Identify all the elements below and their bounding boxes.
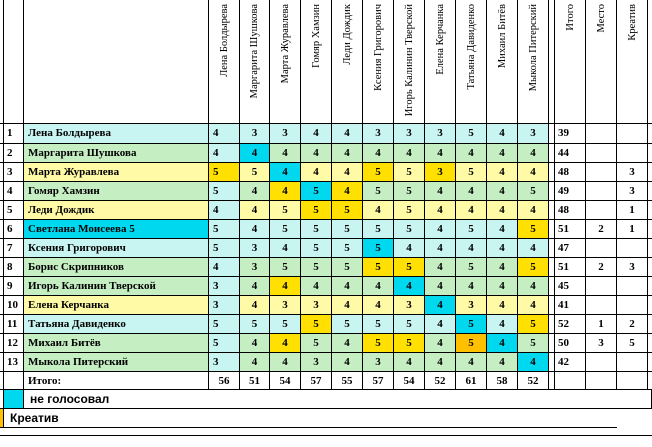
total-by-judge: 58 (487, 372, 518, 390)
score-cell[interactable]: 4 (332, 182, 363, 201)
participant-name: Ксения Григорович (24, 239, 209, 258)
score-cell[interactable]: 4 (240, 353, 270, 372)
score-cell[interactable]: 5 (394, 258, 425, 277)
creative-cell[interactable]: 1 (617, 201, 648, 220)
score-cell[interactable]: 5 (209, 182, 240, 201)
score-cell[interactable]: 5 (240, 315, 270, 334)
score-cell[interactable]: 5 (332, 315, 363, 334)
score-cell[interactable]: 4 (270, 144, 301, 163)
gutter-right (648, 353, 652, 372)
score-cell[interactable]: 5 (270, 258, 301, 277)
gutter-right (648, 296, 652, 315)
score-cell[interactable]: 4 (270, 182, 301, 201)
score-cell[interactable]: 4 (456, 201, 487, 220)
score-cell[interactable]: 4 (487, 220, 518, 239)
score-cell[interactable]: 5 (394, 163, 425, 182)
score-cell[interactable]: 5 (394, 182, 425, 201)
score-cell[interactable]: 5 (270, 201, 301, 220)
creative-cell[interactable] (617, 144, 648, 163)
participant-name: Игорь Калинин Тверской (24, 277, 209, 296)
participant-name: Леди Дождик (24, 201, 209, 220)
score-cell[interactable]: 5 (456, 220, 487, 239)
extra-header-2-label: Креатив (626, 4, 638, 41)
judge-header-0[interactable] (209, 0, 240, 124)
score-cell[interactable]: 4 (270, 163, 301, 182)
creative-cell[interactable] (617, 353, 648, 372)
score-cell[interactable]: 3 (301, 353, 332, 372)
place-cell[interactable] (586, 296, 617, 315)
score-cell[interactable]: 4 (487, 353, 518, 372)
score-cell[interactable]: 4 (487, 163, 518, 182)
gutter-left (648, 390, 652, 409)
creative-cell[interactable]: 3 (617, 258, 648, 277)
row-number: 6 (4, 220, 24, 239)
legend-label-1: Креатив (4, 409, 617, 428)
participant-name: Мыкола Питерский (24, 353, 209, 372)
score-cell[interactable]: 4 (487, 334, 518, 353)
score-cell[interactable]: 4 (487, 201, 518, 220)
score-cell[interactable]: 4 (363, 201, 394, 220)
creative-cell[interactable]: 3 (617, 163, 648, 182)
score-cell[interactable]: 5 (270, 315, 301, 334)
total-by-judge: 54 (270, 372, 301, 390)
score-cell[interactable]: 4 (332, 334, 363, 353)
total-cell[interactable]: 48 (555, 201, 586, 220)
total-cell[interactable]: 50 (555, 334, 586, 353)
score-cell[interactable]: 5 (363, 239, 394, 258)
creative-cell[interactable] (617, 296, 648, 315)
score-cell[interactable]: 4 (332, 353, 363, 372)
score-cell[interactable]: 4 (209, 258, 240, 277)
participant-name: Елена Керчанка (24, 296, 209, 315)
place-cell[interactable] (586, 163, 617, 182)
score-cell[interactable]: 4 (456, 239, 487, 258)
score-cell[interactable]: 5 (456, 258, 487, 277)
judge-header-6-label: Игорь Калинин Тверской (403, 4, 415, 117)
judge-header-7-label: Елена Керчанка (434, 4, 446, 75)
score-cell[interactable]: 5 (394, 334, 425, 353)
place-cell[interactable]: 2 (586, 220, 617, 239)
score-cell[interactable]: 4 (425, 182, 456, 201)
extra-header-0[interactable] (555, 0, 586, 124)
score-cell[interactable]: 4 (240, 296, 270, 315)
gutter-right (648, 0, 652, 124)
row-number: 11 (4, 315, 24, 334)
score-cell[interactable]: 5 (456, 124, 487, 144)
place-cell[interactable] (586, 277, 617, 296)
total-by-judge: 57 (301, 372, 332, 390)
score-cell[interactable]: 4 (487, 258, 518, 277)
score-cell[interactable]: 5 (394, 220, 425, 239)
score-cell[interactable]: 5 (209, 315, 240, 334)
participant-name: Михаил Битёв (24, 334, 209, 353)
score-cell[interactable]: 4 (270, 277, 301, 296)
total-by-judge: 52 (425, 372, 456, 390)
score-cell[interactable]: 4 (456, 277, 487, 296)
total-cell[interactable]: 42 (555, 353, 586, 372)
score-cell[interactable]: 3 (363, 124, 394, 144)
gutter-right (648, 239, 652, 258)
score-cell[interactable]: 4 (332, 296, 363, 315)
score-cell[interactable]: 4 (240, 182, 270, 201)
score-cell[interactable]: 4 (240, 220, 270, 239)
score-cell[interactable]: 5 (332, 258, 363, 277)
score-cell[interactable]: 4 (363, 144, 394, 163)
score-cell[interactable]: 5 (301, 334, 332, 353)
row-number: 1 (4, 124, 24, 144)
score-cell[interactable]: 5 (209, 334, 240, 353)
total-cell[interactable]: 44 (555, 144, 586, 163)
row-number: 3 (4, 163, 24, 182)
score-cell[interactable]: 4 (209, 124, 240, 144)
score-cell[interactable]: 4 (425, 201, 456, 220)
row-number: 8 (4, 258, 24, 277)
score-cell[interactable]: 4 (518, 144, 549, 163)
gutter-right (648, 334, 652, 353)
score-cell[interactable]: 4 (487, 315, 518, 334)
score-cell[interactable]: 4 (425, 334, 456, 353)
creative-cell[interactable] (617, 277, 648, 296)
row-number: 7 (4, 239, 24, 258)
score-cell[interactable]: 5 (518, 334, 549, 353)
score-cell[interactable]: 4 (363, 296, 394, 315)
blank (555, 372, 586, 390)
participant-name: Светлана Моисеева 5 (24, 220, 209, 239)
score-cell[interactable]: 5 (301, 220, 332, 239)
judge-header-5[interactable] (363, 0, 394, 124)
score-cell[interactable]: 3 (301, 296, 332, 315)
score-cell[interactable]: 4 (518, 163, 549, 182)
blank (617, 372, 648, 390)
score-cell[interactable]: 4 (518, 296, 549, 315)
judge-header-4-label: Леди Дождик (341, 4, 353, 65)
row-number: 13 (4, 353, 24, 372)
total-cell[interactable]: 51 (555, 220, 586, 239)
extra-header-1-label: Место (595, 4, 607, 33)
gutter-right (648, 258, 652, 277)
creative-cell[interactable]: 3 (617, 182, 648, 201)
extra-header-0-label: Итого (564, 4, 576, 31)
total-by-judge: 57 (363, 372, 394, 390)
score-cell[interactable]: 5 (301, 182, 332, 201)
score-cell[interactable]: 5 (363, 258, 394, 277)
place-cell[interactable] (586, 353, 617, 372)
gutter-right (648, 144, 652, 163)
score-cell[interactable]: 5 (332, 239, 363, 258)
judge-header-6[interactable] (394, 0, 425, 124)
score-cell[interactable]: 4 (394, 144, 425, 163)
score-cell[interactable]: 4 (332, 277, 363, 296)
score-cell[interactable]: 4 (301, 144, 332, 163)
extra-header-2[interactable] (617, 0, 648, 124)
row-number: 2 (4, 144, 24, 163)
score-cell[interactable]: 3 (425, 163, 456, 182)
score-cell[interactable]: 5 (270, 220, 301, 239)
score-cell[interactable]: 4 (240, 277, 270, 296)
score-cell[interactable]: 5 (363, 334, 394, 353)
judge-header-3-label: Гомяр Хамзин (310, 4, 322, 68)
score-cell[interactable]: 3 (209, 353, 240, 372)
judge-header-4[interactable] (332, 0, 363, 124)
total-by-judge: 52 (518, 372, 549, 390)
score-cell[interactable]: 3 (425, 124, 456, 144)
judge-header-0-label: Лена Болдырева (218, 4, 230, 77)
score-cell[interactable]: 5 (209, 163, 240, 182)
total-by-judge: 54 (394, 372, 425, 390)
participant-name: Лена Болдырева (24, 124, 209, 144)
row-number: 10 (4, 296, 24, 315)
total-cell[interactable]: 51 (555, 258, 586, 277)
score-cell[interactable]: 5 (394, 315, 425, 334)
score-cell[interactable]: 3 (209, 296, 240, 315)
participant-name: Марта Журавлева (24, 163, 209, 182)
score-cell[interactable]: 4 (487, 144, 518, 163)
total-by-judge: 55 (332, 372, 363, 390)
score-cell[interactable]: 3 (394, 124, 425, 144)
score-cell[interactable]: 4 (487, 277, 518, 296)
judge-header-2-label: Марта Журавлева (279, 4, 291, 84)
score-cell[interactable]: 4 (240, 334, 270, 353)
score-cell[interactable]: 5 (332, 201, 363, 220)
place-cell[interactable]: 3 (586, 334, 617, 353)
gutter-right (648, 372, 652, 390)
score-cell[interactable]: 5 (518, 182, 549, 201)
place-cell[interactable]: 2 (586, 258, 617, 277)
score-cell[interactable]: 3 (270, 296, 301, 315)
score-cell[interactable]: 4 (394, 353, 425, 372)
place-cell[interactable] (586, 201, 617, 220)
participant-name: Татьяна Давиденко (24, 315, 209, 334)
score-cell[interactable]: 5 (240, 163, 270, 182)
judge-header-1[interactable] (240, 0, 270, 124)
row-number: 4 (4, 182, 24, 201)
judge-header-8-label: Татьяна Давиденко (465, 4, 477, 90)
gutter-right (648, 124, 652, 144)
row-number: 12 (4, 334, 24, 353)
score-cell[interactable]: 4 (518, 353, 549, 372)
total-cell[interactable]: 52 (555, 315, 586, 334)
corner-num (4, 0, 24, 124)
score-cell[interactable]: 4 (425, 239, 456, 258)
score-cell[interactable]: 4 (487, 239, 518, 258)
score-cell[interactable]: 4 (270, 353, 301, 372)
gutter-right (648, 277, 652, 296)
score-cell[interactable]: 4 (209, 201, 240, 220)
score-cell[interactable]: 4 (363, 277, 394, 296)
participant-name: Маргарита Шушкова (24, 144, 209, 163)
blank (586, 372, 617, 390)
score-cell[interactable]: 4 (270, 334, 301, 353)
participant-name: Гомяр Хамзин (24, 182, 209, 201)
score-cell[interactable]: 5 (363, 220, 394, 239)
score-cell[interactable]: 4 (301, 163, 332, 182)
place-cell[interactable] (586, 144, 617, 163)
score-cell[interactable]: 4 (209, 144, 240, 163)
score-cell[interactable]: 4 (518, 239, 549, 258)
row-number: 5 (4, 201, 24, 220)
score-cell[interactable]: 4 (487, 182, 518, 201)
total-by-judge: 61 (456, 372, 487, 390)
score-cell[interactable]: 4 (456, 144, 487, 163)
corner-name (24, 0, 209, 124)
totals-num (4, 372, 24, 390)
score-cell[interactable]: 5 (456, 163, 487, 182)
score-cell[interactable]: 3 (456, 296, 487, 315)
totals-label: Итого: (24, 372, 209, 390)
total-cell[interactable]: 45 (555, 277, 586, 296)
total-cell[interactable]: 47 (555, 239, 586, 258)
total-by-judge: 51 (240, 372, 270, 390)
participant-name: Борис Скрипников (24, 258, 209, 277)
creative-cell[interactable]: 5 (617, 334, 648, 353)
gutter-right (648, 163, 652, 182)
score-cell[interactable]: 5 (301, 239, 332, 258)
score-cell[interactable]: 5 (456, 334, 487, 353)
place-cell[interactable] (586, 124, 617, 144)
score-cell[interactable]: 3 (240, 258, 270, 277)
score-cell[interactable]: 4 (301, 277, 332, 296)
score-cell[interactable]: 4 (425, 220, 456, 239)
score-cell[interactable]: 4 (518, 201, 549, 220)
score-cell[interactable]: 4 (487, 296, 518, 315)
score-cell[interactable]: 4 (425, 315, 456, 334)
creative-cell[interactable] (617, 239, 648, 258)
gutter-right (648, 182, 652, 201)
judge-header-1-label: Маргарита Шушкова (249, 4, 260, 99)
score-cell[interactable]: 4 (425, 144, 456, 163)
score-cell[interactable]: 4 (332, 124, 363, 144)
gutter-right (648, 315, 652, 334)
score-cell[interactable]: 3 (394, 296, 425, 315)
score-cell[interactable]: 4 (394, 239, 425, 258)
gutter-right (648, 220, 652, 239)
score-cell[interactable]: 5 (518, 258, 549, 277)
score-cell[interactable]: 5 (456, 315, 487, 334)
score-cell[interactable]: 4 (456, 353, 487, 372)
creative-cell[interactable]: 1 (617, 220, 648, 239)
score-cell[interactable]: 5 (363, 163, 394, 182)
total-cell[interactable]: 48 (555, 163, 586, 182)
score-cell[interactable]: 3 (209, 277, 240, 296)
score-cell[interactable]: 5 (301, 201, 332, 220)
score-cell[interactable]: 3 (363, 353, 394, 372)
place-cell[interactable]: 1 (586, 315, 617, 334)
judge-header-9-label: Михаил Битёв (496, 4, 508, 69)
judge-header-10[interactable] (518, 0, 549, 124)
score-cell[interactable]: 4 (301, 124, 332, 144)
score-cell[interactable]: 5 (209, 239, 240, 258)
gutter-right (648, 201, 652, 220)
score-cell[interactable]: 3 (240, 239, 270, 258)
score-cell[interactable]: 4 (332, 163, 363, 182)
place-cell[interactable] (586, 182, 617, 201)
score-cell[interactable]: 4 (332, 144, 363, 163)
score-cell[interactable]: 4 (487, 124, 518, 144)
total-cell[interactable]: 41 (555, 296, 586, 315)
score-cell[interactable]: 4 (425, 277, 456, 296)
score-cell[interactable]: 3 (518, 124, 549, 144)
score-cell[interactable]: 5 (394, 201, 425, 220)
judge-header-9[interactable] (487, 0, 518, 124)
score-cell[interactable]: 3 (270, 124, 301, 144)
total-cell[interactable]: 39 (555, 124, 586, 144)
bottom-strip (0, 428, 652, 436)
row-number: 9 (4, 277, 24, 296)
score-cell[interactable]: 4 (394, 277, 425, 296)
score-cell[interactable]: 5 (518, 315, 549, 334)
score-cell[interactable]: 4 (240, 144, 270, 163)
score-cell[interactable]: 4 (425, 353, 456, 372)
place-cell[interactable] (586, 239, 617, 258)
score-cell[interactable]: 5 (301, 258, 332, 277)
score-cell[interactable]: 4 (425, 296, 456, 315)
total-cell[interactable]: 49 (555, 182, 586, 201)
score-cell[interactable]: 5 (332, 220, 363, 239)
total-by-judge: 56 (209, 372, 240, 390)
judge-header-7[interactable] (425, 0, 456, 124)
score-cell[interactable]: 4 (425, 258, 456, 277)
extra-header-1[interactable] (586, 0, 617, 124)
creative-cell[interactable]: 2 (617, 315, 648, 334)
score-cell[interactable]: 4 (456, 182, 487, 201)
judge-header-5-label: Ксения Григорович (372, 4, 384, 91)
judge-header-10-label: Мыкола Питерский (527, 4, 539, 92)
score-cell[interactable]: 3 (240, 124, 270, 144)
score-cell[interactable]: 5 (363, 315, 394, 334)
judge-header-8[interactable] (456, 0, 487, 124)
legend-swatch-0 (4, 390, 24, 409)
creative-cell[interactable] (617, 124, 648, 144)
score-cell[interactable]: 5 (301, 315, 332, 334)
judge-header-3[interactable] (301, 0, 332, 124)
judge-header-2[interactable] (270, 0, 301, 124)
score-cell[interactable]: 4 (240, 201, 270, 220)
score-cell[interactable]: 5 (363, 182, 394, 201)
score-cell[interactable]: 5 (518, 220, 549, 239)
score-cell[interactable]: 4 (518, 277, 549, 296)
score-cell[interactable]: 5 (209, 220, 240, 239)
score-cell[interactable]: 4 (270, 239, 301, 258)
legend-label-0: не голосовал (24, 390, 648, 409)
